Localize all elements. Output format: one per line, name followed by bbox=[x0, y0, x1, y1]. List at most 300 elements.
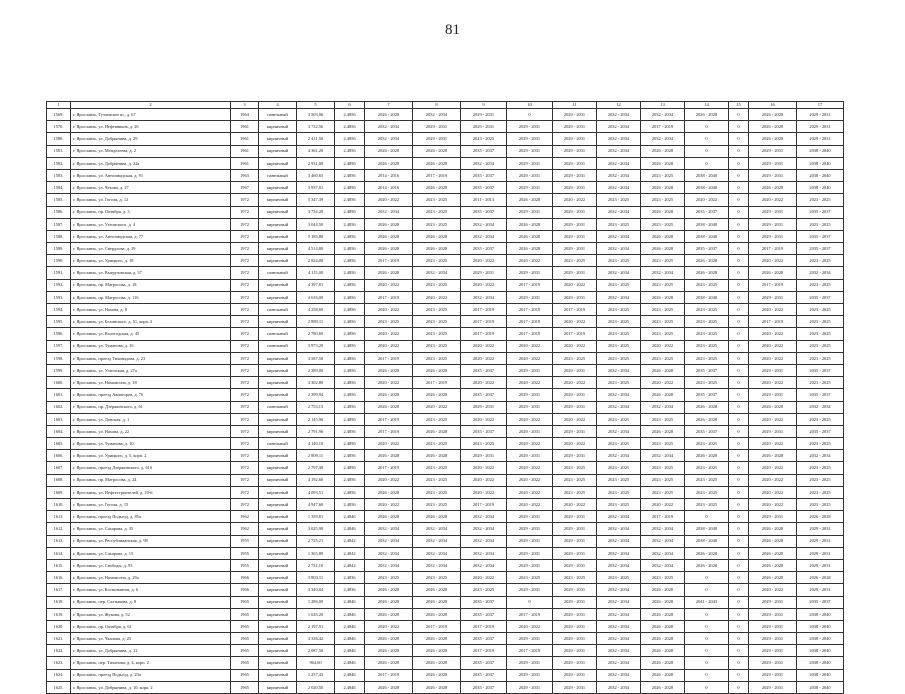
table-cell: 2035 - 2037 bbox=[461, 669, 507, 681]
table-row bbox=[47, 291, 844, 303]
table-cell: 1972 bbox=[231, 413, 259, 425]
table-cell: 2023 - 2025 bbox=[641, 572, 685, 584]
table-cell: 2029 - 2031 bbox=[553, 157, 597, 169]
table-cell: 2032 - 2034 bbox=[365, 523, 413, 535]
table-cell: 2029 - 2031 bbox=[553, 681, 597, 693]
address-cell: г. Ярославль, ул. Свердлова, д. 29 bbox=[71, 243, 231, 255]
table-cell: 2,4856 bbox=[335, 401, 365, 413]
table-row bbox=[47, 608, 844, 620]
table-body bbox=[47, 109, 844, 694]
column-header: 15 bbox=[729, 102, 749, 109]
table-cell: 2020 - 2022 bbox=[749, 255, 797, 267]
table-cell: 2 824,00 bbox=[297, 255, 335, 267]
table-row bbox=[47, 681, 844, 693]
table-cell: 2023 - 2025 bbox=[413, 304, 461, 316]
table-cell: 2023 - 2025 bbox=[641, 194, 685, 206]
table-cell: 2026 - 2028 bbox=[365, 364, 413, 376]
table-cell: 0 bbox=[729, 486, 749, 498]
table-cell: 2017 - 2019 bbox=[641, 511, 685, 523]
table-cell: 2032 - 2034 bbox=[597, 267, 641, 279]
table-cell: 2035 - 2037 bbox=[461, 633, 507, 645]
table-cell: 2017 - 2019 bbox=[507, 608, 553, 620]
row-number-cell: 1590. bbox=[47, 255, 71, 267]
table-cell: 2014 - 2016 bbox=[365, 182, 413, 194]
table-cell: 2035 - 2037 bbox=[461, 145, 507, 157]
table-cell: 2,4856 bbox=[335, 450, 365, 462]
table-cell: 2017 - 2019 bbox=[461, 499, 507, 511]
table-cell: 2026 - 2028 bbox=[749, 109, 797, 121]
table-cell: 2020 - 2022 bbox=[553, 413, 597, 425]
table-cell: 2032 - 2034 bbox=[641, 523, 685, 535]
table-cell: 1966 bbox=[231, 584, 259, 596]
table-cell: кирпичный bbox=[259, 121, 297, 133]
table-cell: кирпичный bbox=[259, 486, 297, 498]
table-cell: кирпичный bbox=[259, 352, 297, 364]
address-cell: г. Ярославль, проезд Дзержинского, д. 61б bbox=[71, 462, 231, 474]
table-row bbox=[47, 535, 844, 547]
table-cell: 2020 - 2022 bbox=[553, 279, 597, 291]
address-cell: г. Ярославль, ул. Белинского, д. 51, корп. 2 bbox=[71, 316, 231, 328]
table-cell: 1972 bbox=[231, 316, 259, 328]
table-cell: 2029 - 2031 bbox=[553, 133, 597, 145]
table-row bbox=[47, 316, 844, 328]
address-cell: г. Ярославль, ул. Угличская, д. 27а bbox=[71, 364, 231, 376]
table-cell: 2023 - 2025 bbox=[797, 328, 844, 340]
table-cell: 3 025,90 bbox=[297, 523, 335, 535]
row-number-cell: 1619. bbox=[47, 608, 71, 620]
table-cell: 2023 - 2025 bbox=[797, 499, 844, 511]
table-cell: 2023 - 2025 bbox=[797, 340, 844, 352]
table-cell: 2023 - 2025 bbox=[365, 572, 413, 584]
table-cell: 2026 - 2028 bbox=[365, 450, 413, 462]
table-cell: 2026 - 2028 bbox=[365, 218, 413, 230]
table-cell: 2023 - 2025 bbox=[685, 340, 729, 352]
table-cell: 2026 - 2028 bbox=[413, 389, 461, 401]
column-header: 3 bbox=[231, 102, 259, 109]
table-cell: 2020 - 2022 bbox=[507, 499, 553, 511]
address-cell: г. Ярославль, проезд Тиховидова, д. 23 bbox=[71, 352, 231, 364]
table-cell: 2029 - 2031 bbox=[553, 669, 597, 681]
table-cell: 2017 - 2019 bbox=[365, 669, 413, 681]
table-cell: 2020 - 2022 bbox=[749, 413, 797, 425]
table-cell: кирпичный bbox=[259, 316, 297, 328]
table-cell: 2,4846 bbox=[335, 511, 365, 523]
table-cell: 2,4856 bbox=[335, 121, 365, 133]
table-cell: 2029 - 2031 bbox=[413, 121, 461, 133]
column-header: 14 bbox=[685, 102, 729, 109]
table-cell: 0 bbox=[729, 413, 749, 425]
table-row bbox=[47, 620, 844, 632]
address-cell: г. Ярославль, ул. Нефтяников, д. 26 bbox=[71, 121, 231, 133]
table-cell: 2032 - 2034 bbox=[461, 291, 507, 303]
table-cell: 2020 - 2022 bbox=[413, 401, 461, 413]
row-number-cell: 1615. bbox=[47, 559, 71, 571]
table-cell: 2029 - 2031 bbox=[797, 121, 844, 133]
row-number-cell: 1616. bbox=[47, 572, 71, 584]
table-row bbox=[47, 523, 844, 535]
address-cell: г. Ярославль, ул. Нахова, д. 22 bbox=[71, 425, 231, 437]
table-cell: 2026 - 2028 bbox=[685, 547, 729, 559]
table-cell: 2032 - 2034 bbox=[597, 145, 641, 157]
table-cell: 2023 - 2025 bbox=[553, 352, 597, 364]
table-cell: 2023 - 2025 bbox=[685, 474, 729, 486]
table-cell: 0 bbox=[729, 657, 749, 669]
table-cell: 2023 - 2025 bbox=[797, 352, 844, 364]
table-cell: 2026 - 2028 bbox=[365, 267, 413, 279]
table-cell: 2 145,96 bbox=[297, 413, 335, 425]
table-cell: 2026 - 2028 bbox=[641, 145, 685, 157]
row-number-cell: 1601. bbox=[47, 389, 71, 401]
table-cell: 0 bbox=[729, 608, 749, 620]
table-cell: 0 bbox=[729, 425, 749, 437]
row-number-cell: 1591. bbox=[47, 267, 71, 279]
table-cell: 2032 - 2034 bbox=[597, 669, 641, 681]
table-cell: кирпичный bbox=[259, 413, 297, 425]
table-cell: 4 397,81 bbox=[297, 279, 335, 291]
table-cell: 2023 - 2025 bbox=[685, 462, 729, 474]
address-cell: г. Ярославль, проезд Подъезд, д. 85а bbox=[71, 511, 231, 523]
table-cell: 2032 - 2034 bbox=[413, 559, 461, 571]
table-cell: 2017 - 2019 bbox=[461, 328, 507, 340]
table-cell: кирпичный bbox=[259, 547, 297, 559]
table-cell: 0 bbox=[729, 559, 749, 571]
table-cell: 2026 - 2028 bbox=[413, 230, 461, 242]
table-cell: 2,4856 bbox=[335, 474, 365, 486]
table-cell: кирпичный bbox=[259, 645, 297, 657]
table-cell: кирпичный bbox=[259, 608, 297, 620]
table-cell: 2,4856 bbox=[335, 267, 365, 279]
table-cell: 2026 - 2028 bbox=[641, 681, 685, 693]
table-cell: 2023 - 2025 bbox=[461, 133, 507, 145]
table-cell: 2038 - 2040 bbox=[797, 145, 844, 157]
table-cell: 2029 - 2031 bbox=[553, 169, 597, 181]
table-cell: 1972 bbox=[231, 255, 259, 267]
table-cell: 0 bbox=[729, 340, 749, 352]
table-cell: 2023 - 2025 bbox=[797, 438, 844, 450]
table-cell: 2026 - 2028 bbox=[685, 401, 729, 413]
table-cell: 2029 - 2031 bbox=[507, 121, 553, 133]
row-number-cell: 1609. bbox=[47, 486, 71, 498]
table-cell: 2020 - 2022 bbox=[365, 279, 413, 291]
table-cell: 2020 - 2022 bbox=[553, 194, 597, 206]
table-cell: 2 197,91 bbox=[297, 620, 335, 632]
table-cell: 2032 - 2034 bbox=[597, 645, 641, 657]
table-cell: 2029 - 2031 bbox=[749, 389, 797, 401]
table-cell: 2032 - 2034 bbox=[597, 109, 641, 121]
table-cell: 2,4856 bbox=[335, 486, 365, 498]
table-cell: 2029 - 2031 bbox=[413, 133, 461, 145]
table-cell: 2032 - 2034 bbox=[413, 523, 461, 535]
table-cell: 0 bbox=[729, 523, 749, 535]
table-cell: 2017 - 2019 bbox=[365, 291, 413, 303]
table-cell: 1972 bbox=[231, 401, 259, 413]
row-number-cell: 1596. bbox=[47, 328, 71, 340]
table-cell: 2,4856 bbox=[335, 230, 365, 242]
column-header: 11 bbox=[553, 102, 597, 109]
table-cell: 1962 bbox=[231, 511, 259, 523]
table-cell: 2 809,11 bbox=[297, 450, 335, 462]
table-cell: 2023 - 2025 bbox=[685, 328, 729, 340]
table-cell: 2032 - 2034 bbox=[641, 450, 685, 462]
table-cell: 2023 - 2025 bbox=[413, 218, 461, 230]
table-cell: 3 302,80 bbox=[297, 377, 335, 389]
row-number-cell: 1600. bbox=[47, 377, 71, 389]
row-number-cell: 1613. bbox=[47, 535, 71, 547]
table-cell: 2,4856 bbox=[335, 304, 365, 316]
table-cell: кирпичный bbox=[259, 669, 297, 681]
address-cell: г. Ярославль, ул. Автозаводская, д. 91 bbox=[71, 169, 231, 181]
table-cell: 1955 bbox=[231, 535, 259, 547]
table-cell: кирпичный bbox=[259, 523, 297, 535]
table-cell: панельный bbox=[259, 401, 297, 413]
table-cell: 2,4846 bbox=[335, 633, 365, 645]
table-cell: 2020 - 2022 bbox=[461, 377, 507, 389]
table-cell: 2029 - 2031 bbox=[461, 450, 507, 462]
table-cell: 2026 - 2028 bbox=[641, 364, 685, 376]
table-cell: 2029 - 2031 bbox=[507, 633, 553, 645]
table-cell: 2026 - 2028 bbox=[749, 401, 797, 413]
table-row bbox=[47, 267, 844, 279]
table-cell: 2020 - 2022 bbox=[749, 340, 797, 352]
table-cell: панельный bbox=[259, 328, 297, 340]
table-cell: 2017 - 2019 bbox=[413, 620, 461, 632]
table-cell: 2020 - 2022 bbox=[507, 438, 553, 450]
table-row bbox=[47, 462, 844, 474]
table-row bbox=[47, 450, 844, 462]
address-cell: г. Ярославль, ул. Свободы, д. 93 bbox=[71, 559, 231, 571]
table-cell: 2023 - 2025 bbox=[413, 572, 461, 584]
table-cell: 2029 - 2031 bbox=[553, 645, 597, 657]
table-cell: 2,4856 bbox=[335, 279, 365, 291]
table-cell: 2020 - 2022 bbox=[641, 340, 685, 352]
table-cell: 3 460,65 bbox=[297, 169, 335, 181]
table-cell: 2 389,00 bbox=[297, 364, 335, 376]
table-cell: 2035 - 2037 bbox=[797, 230, 844, 242]
table-cell: 2032 - 2034 bbox=[461, 547, 507, 559]
table-cell: 2026 - 2028 bbox=[797, 511, 844, 523]
table-cell: 2029 - 2031 bbox=[553, 267, 597, 279]
table-cell: 2029 - 2031 bbox=[749, 681, 797, 693]
row-number-cell: 1623. bbox=[47, 657, 71, 669]
table-cell: 2,4842 bbox=[335, 559, 365, 571]
table-cell: панельный bbox=[259, 304, 297, 316]
table-cell: 2020 - 2022 bbox=[365, 438, 413, 450]
row-number-cell: 1612. bbox=[47, 523, 71, 535]
table-cell: 2026 - 2028 bbox=[365, 584, 413, 596]
table-cell: 2029 - 2031 bbox=[507, 267, 553, 279]
table-cell: 0 bbox=[685, 511, 729, 523]
table-cell: 2029 - 2031 bbox=[553, 121, 597, 133]
table-cell: 2026 - 2028 bbox=[365, 645, 413, 657]
table-cell: 3 732,56 bbox=[297, 121, 335, 133]
table-cell: 2,4856 bbox=[335, 243, 365, 255]
table-cell: 2017 - 2019 bbox=[507, 304, 553, 316]
table-cell: 0 bbox=[729, 584, 749, 596]
table-cell: 2023 - 2025 bbox=[685, 377, 729, 389]
table-cell: 2029 - 2031 bbox=[507, 364, 553, 376]
table-cell: 2026 - 2028 bbox=[749, 572, 797, 584]
table-cell: 2026 - 2028 bbox=[641, 596, 685, 608]
row-number-cell: 1617. bbox=[47, 584, 71, 596]
table-cell: 2023 - 2025 bbox=[413, 328, 461, 340]
address-cell: г. Ярославль, пр. Матросова, д. 24 bbox=[71, 474, 231, 486]
table-cell: 2029 - 2031 bbox=[507, 425, 553, 437]
table-cell: 2023 - 2025 bbox=[685, 279, 729, 291]
table-row bbox=[47, 584, 844, 596]
address-cell: г. Ярославль, ул. Сахарова, д. 15 bbox=[71, 547, 231, 559]
address-cell: г. Ярославль, ул. Добрынина, д. 12 bbox=[71, 645, 231, 657]
table-cell: 2023 - 2025 bbox=[461, 438, 507, 450]
table-cell: 2029 - 2031 bbox=[749, 206, 797, 218]
table-cell: 2020 - 2022 bbox=[365, 474, 413, 486]
table-cell: 2023 - 2025 bbox=[597, 194, 641, 206]
column-header: 17 bbox=[797, 102, 844, 109]
table-cell: 1965 bbox=[231, 633, 259, 645]
table-cell: 2026 - 2028 bbox=[749, 267, 797, 279]
table-cell: 2029 - 2031 bbox=[749, 218, 797, 230]
table-row bbox=[47, 669, 844, 681]
table-row bbox=[47, 255, 844, 267]
table-cell: 2032 - 2034 bbox=[597, 608, 641, 620]
table-cell: 2032 - 2034 bbox=[365, 206, 413, 218]
table-cell: 2023 - 2025 bbox=[641, 304, 685, 316]
table-cell: 3 044,50 bbox=[297, 218, 335, 230]
table-cell: 2017 - 2019 bbox=[461, 316, 507, 328]
table-cell: 3 973,20 bbox=[297, 340, 335, 352]
table-row bbox=[47, 328, 844, 340]
table-cell: 0 bbox=[685, 133, 729, 145]
table-cell: 0 bbox=[685, 121, 729, 133]
table-cell: 2026 - 2028 bbox=[413, 511, 461, 523]
table-cell: 2023 - 2025 bbox=[413, 340, 461, 352]
row-number-cell: 1594. bbox=[47, 304, 71, 316]
table-cell: 0 bbox=[729, 304, 749, 316]
table-cell: 2029 - 2031 bbox=[461, 401, 507, 413]
table-cell: 2026 - 2028 bbox=[641, 584, 685, 596]
table-cell: 2023 - 2025 bbox=[365, 316, 413, 328]
table-cell: 2020 - 2022 bbox=[507, 486, 553, 498]
table-cell: 3 803,11 bbox=[297, 572, 335, 584]
table-cell: 2020 - 2022 bbox=[413, 291, 461, 303]
address-cell: г. Ярославль, ул. Добрынина, д. 29 bbox=[71, 133, 231, 145]
table-cell: 2032 - 2034 bbox=[461, 157, 507, 169]
table-cell: 2023 - 2025 bbox=[641, 316, 685, 328]
table-cell: 2026 - 2028 bbox=[641, 657, 685, 669]
address-cell: г. Ярославль, пер. Салтыкова, д. 8 bbox=[71, 596, 231, 608]
table-cell: 2023 - 2025 bbox=[413, 462, 461, 474]
table-cell: 2023 - 2025 bbox=[641, 352, 685, 364]
table-cell: панельный bbox=[259, 340, 297, 352]
table-cell: 1967 bbox=[231, 182, 259, 194]
row-number-cell: 1611. bbox=[47, 511, 71, 523]
row-number-cell: 1602. bbox=[47, 401, 71, 413]
table-cell: 2017 - 2019 bbox=[365, 462, 413, 474]
table-cell: 1965 bbox=[231, 669, 259, 681]
table-cell: 2020 - 2022 bbox=[749, 438, 797, 450]
table-cell: 0 bbox=[729, 389, 749, 401]
table-cell: 2026 - 2028 bbox=[413, 645, 461, 657]
table-cell: 2026 - 2028 bbox=[685, 109, 729, 121]
table-cell: 1965 bbox=[231, 657, 259, 669]
table-cell: 2029 - 2031 bbox=[461, 267, 507, 279]
table-cell: 2035 - 2037 bbox=[797, 243, 844, 255]
table-cell: кирпичный bbox=[259, 182, 297, 194]
table-cell: 1 635,20 bbox=[297, 608, 335, 620]
table-cell: панельный bbox=[259, 169, 297, 181]
table-cell: 2023 - 2025 bbox=[413, 499, 461, 511]
table-cell: 1972 bbox=[231, 194, 259, 206]
table-row bbox=[47, 547, 844, 559]
table-cell: 2,4856 bbox=[335, 438, 365, 450]
row-number-cell: 1607. bbox=[47, 462, 71, 474]
table-cell: 2032 - 2034 bbox=[597, 559, 641, 571]
table-cell: 2011 - 2013 bbox=[461, 194, 507, 206]
table-cell: 2 780,60 bbox=[297, 328, 335, 340]
table-cell: 2023 - 2025 bbox=[597, 499, 641, 511]
column-header: 9 bbox=[461, 102, 507, 109]
table-cell: 2038 - 2040 bbox=[685, 169, 729, 181]
table-cell: 2029 - 2031 bbox=[749, 157, 797, 169]
table-cell: 2023 - 2025 bbox=[641, 474, 685, 486]
table-cell: 2020 - 2022 bbox=[749, 377, 797, 389]
table-cell: 2029 - 2031 bbox=[553, 511, 597, 523]
table-cell: 2023 - 2025 bbox=[597, 352, 641, 364]
row-number-cell: 1569. bbox=[47, 109, 71, 121]
address-cell: г. Ярославль, проезд Авиаторов, д. 76 bbox=[71, 389, 231, 401]
table-cell: 2026 - 2028 bbox=[749, 133, 797, 145]
address-cell: г. Ярославль, ул. Вологодская, д. 45 bbox=[71, 328, 231, 340]
table-cell: 2023 - 2025 bbox=[641, 462, 685, 474]
table-cell: 2023 - 2025 bbox=[413, 486, 461, 498]
table-cell: 2026 - 2028 bbox=[413, 681, 461, 693]
table-cell: кирпичный bbox=[259, 364, 297, 376]
table-cell: 0 bbox=[685, 633, 729, 645]
table-cell: 2035 - 2037 bbox=[461, 657, 507, 669]
table-cell: 2029 - 2031 bbox=[553, 608, 597, 620]
table-cell: 2032 - 2034 bbox=[597, 547, 641, 559]
table-cell: 2 731,10 bbox=[297, 559, 335, 571]
address-cell: г. Ярославль, ул. Ухтомского, д. 4 bbox=[71, 218, 231, 230]
table-cell: 2,4856 bbox=[335, 182, 365, 194]
table-cell: 2020 - 2022 bbox=[749, 328, 797, 340]
table-cell: 0 bbox=[507, 596, 553, 608]
table-cell: 2,4846 bbox=[335, 620, 365, 632]
table-cell: 2020 - 2022 bbox=[365, 499, 413, 511]
table-cell: 0 bbox=[729, 462, 749, 474]
address-cell: г. Ярославль, ул. Республиканская, д. 98 bbox=[71, 535, 231, 547]
table-cell: 2032 - 2034 bbox=[461, 535, 507, 547]
table-cell: 3 340,04 bbox=[297, 584, 335, 596]
table-cell: 2023 - 2025 bbox=[597, 316, 641, 328]
table-cell: 4 093,51 bbox=[297, 486, 335, 498]
table-cell: 2023 - 2025 bbox=[797, 474, 844, 486]
table-row bbox=[47, 401, 844, 413]
address-cell: г. Ярославль, пр. Матросова, д. 116 bbox=[71, 291, 231, 303]
table-cell: 2017 - 2019 bbox=[749, 243, 797, 255]
table-cell: 2026 - 2028 bbox=[749, 450, 797, 462]
table-cell: 1972 bbox=[231, 243, 259, 255]
table-cell: 1966 bbox=[231, 572, 259, 584]
table-cell: 2020 - 2022 bbox=[749, 499, 797, 511]
table-cell: 2020 - 2022 bbox=[749, 462, 797, 474]
table-cell: 0 bbox=[729, 243, 749, 255]
table-cell: 2038 - 2040 bbox=[797, 681, 844, 693]
table-cell: 2029 - 2031 bbox=[507, 657, 553, 669]
table-cell: 2029 - 2031 bbox=[749, 364, 797, 376]
table-cell: 1 365,80 bbox=[297, 547, 335, 559]
table-cell: 2017 - 2019 bbox=[553, 304, 597, 316]
table-cell: 2,4856 bbox=[335, 157, 365, 169]
